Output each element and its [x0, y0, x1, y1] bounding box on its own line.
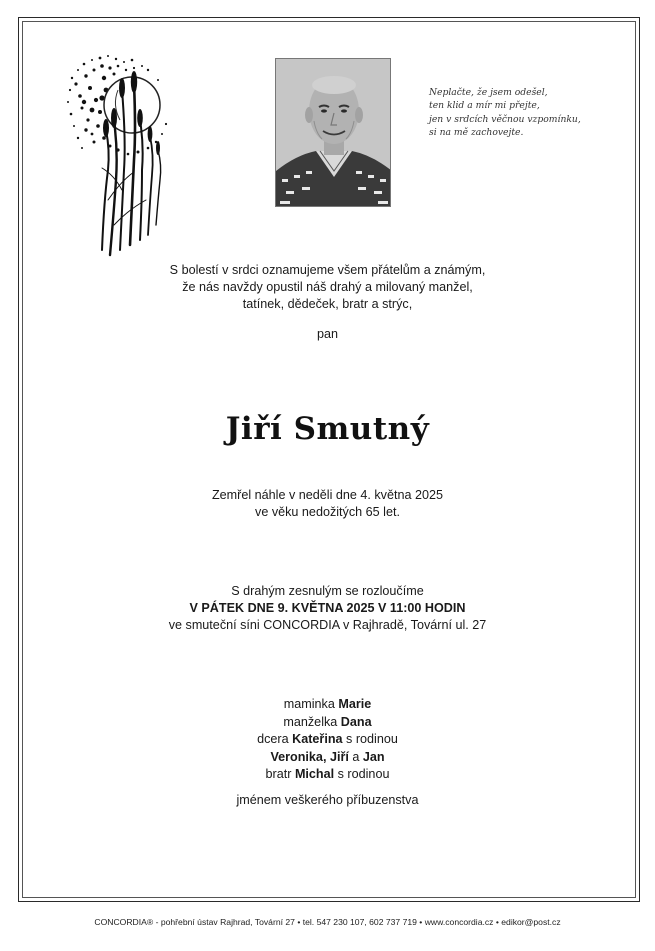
family-line-brother — [0, 766, 655, 784]
relative-name: Veronika, Jiří — [270, 749, 349, 764]
announcement-intro — [0, 262, 655, 313]
funeral-ceremony — [0, 583, 655, 634]
poem-line: Neplačte, že jsem odešel, — [429, 87, 548, 98]
conjunction: a — [348, 749, 363, 764]
ceremony-date: V PÁTEK DNE 9. KVĚTNA 2025 V 11:00 HODIN — [189, 601, 466, 615]
relation-suffix: s rodinou — [334, 767, 390, 781]
family-line-wife — [0, 714, 655, 732]
poem-line: si na mě zachovejte. — [429, 127, 524, 139]
age-line: ve věku nedožitých 65 let. — [255, 505, 400, 519]
relation-label: manželka — [283, 714, 341, 729]
relation-label: maminka — [283, 697, 339, 711]
intro-line: tatínek, dědeček, bratr a strýc, — [242, 297, 413, 311]
relative-name: Jan — [362, 749, 385, 764]
portrait-photo — [275, 58, 391, 207]
intro-line: že nás navždy opustil náš drahý a milovaný manžel, — [182, 280, 473, 294]
poem-line: ten klid a mír mi přejte, — [429, 100, 540, 112]
poem-line: jen v srdcích věčnou vzpomínku, — [429, 113, 581, 125]
relative-name: Dana — [340, 714, 372, 729]
relation-suffix: s rodinou — [342, 732, 398, 746]
death-notice — [0, 487, 655, 521]
relative-name: Kateřina — [292, 732, 343, 746]
honorific: pan — [316, 327, 338, 341]
memorial-poem — [429, 86, 629, 140]
deceased-name: Jiří Smutný — [225, 411, 430, 447]
ceremony-intro: S drahým zesnulým se rozloučíme — [231, 584, 424, 598]
relative-name: Marie — [338, 697, 372, 711]
relation-label: dcera — [257, 732, 293, 746]
relation-label: bratr — [265, 767, 295, 781]
death-date-line: Zemřel náhle v neděli dne 4. května 2025 — [211, 488, 444, 502]
family-line-grandchildren — [0, 749, 655, 767]
family-line-mother — [0, 696, 655, 714]
ceremony-place: ve smuteční síni CONCORDIA v Rajhradě, Tovární ul. 27 — [168, 618, 487, 632]
portrait-illustration — [276, 59, 391, 207]
funeral-home-footer: CONCORDIA® - pohřební ústav Rajhrad, Tovární 27 • tel. 547 230 107, 602 737 719 • www.concordia.cz • edikor@post.cz — [94, 917, 561, 927]
family-line-daughter — [0, 731, 655, 749]
moon-reeds-illustration — [62, 50, 192, 260]
on-behalf-line: jménem veškerého příbuzenstva — [236, 793, 419, 807]
mourning-family — [0, 696, 655, 784]
relative-name: Michal — [294, 767, 335, 781]
intro-line: S bolestí v srdci oznamujeme všem přátelům a známým, — [169, 263, 486, 277]
